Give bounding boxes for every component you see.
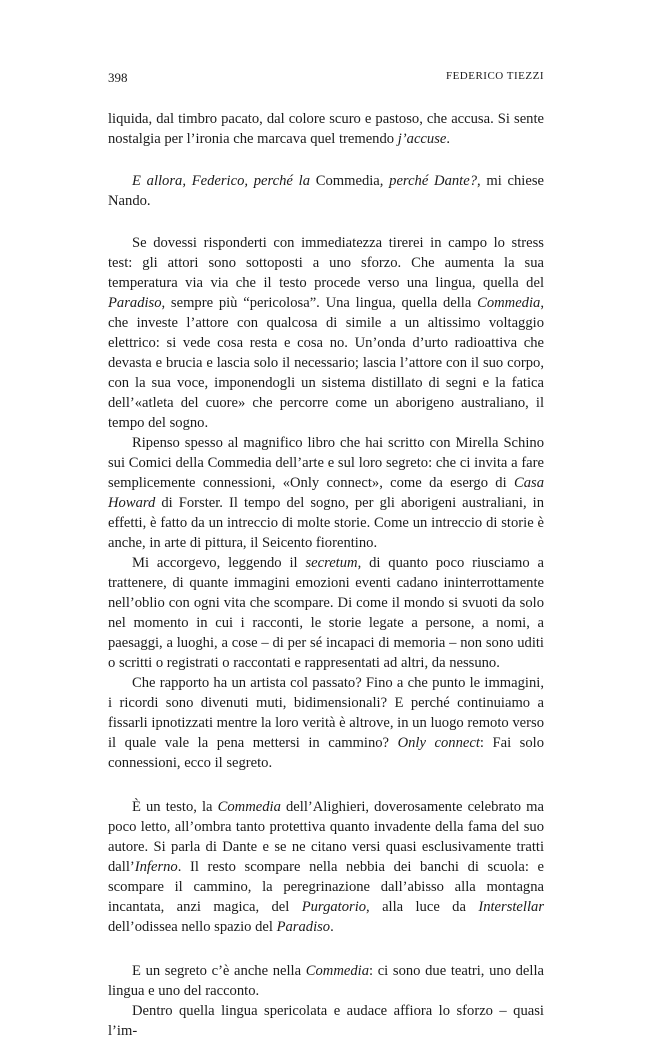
italic-text-run: Only connect bbox=[397, 735, 480, 751]
text-run: Dentro quella lingua spericolata e audace affiora lo sforzo – quasi l’im- bbox=[108, 1003, 544, 1039]
text-run: liquida, dal timbro pacato, dal colore scuro e pastoso, che accusa. Si sente nostalgia per l’ironia che marcava quel tremendo bbox=[108, 111, 544, 147]
text-run: Se dovessi risponderti con immediatezza tirerei in campo lo stress test: gli attori sono sottoposti a uno sforzo. Che aumenta la sua temperatura via via che il testo procede verso una lingua, quella del bbox=[108, 235, 544, 291]
paragraph bbox=[108, 961, 544, 1001]
italic-text-run: Purgatorio bbox=[301, 899, 367, 915]
text-run: , sempre più “pericolosa”. Una lingua, quella della bbox=[161, 295, 478, 311]
page-header bbox=[108, 70, 544, 88]
text-run: Commedia bbox=[315, 173, 380, 189]
text-run: dell’Alighieri, doverosamente celebrato ma poco letto, all’ombra tanto protettiva quanto invadente della fama del suo autore. Si parla di Dante e se ne citano versi quasi esclusivamente tratti dall’ bbox=[108, 799, 544, 875]
text-run: : ci sono due teatri, uno della lingua e uno del racconto. bbox=[108, 963, 544, 999]
italic-text-run: j’accuse bbox=[397, 131, 447, 147]
text-run: , alla luce da bbox=[366, 899, 479, 915]
text-run: , mi chiese Nando. bbox=[108, 173, 544, 209]
paragraph bbox=[108, 1001, 544, 1041]
italic-text-run: Interstellar bbox=[478, 899, 544, 915]
italic-text-run: Commedia bbox=[217, 799, 281, 815]
running-head: FEDERICO TIEZZI bbox=[445, 70, 544, 82]
text-run: E un segreto c’è anche nella bbox=[132, 963, 306, 979]
italic-text-run: Paradiso bbox=[276, 919, 331, 935]
text-run: Ripenso spesso al magnifico libro che hai scritto con Mirella Schino sui Comici della Commedia dell’arte e sul loro segreto: che ci invita a fare semplicemente connessioni, «Only connect», come da esergo di bbox=[108, 435, 544, 491]
text-run: . Il resto scompare nella nebbia dei banchi di scuola: e scompare il cammino, la peregrinazione dall’abisso alla montagna incantata, anzi magica, del bbox=[108, 859, 544, 915]
text-run: : Fai solo connessioni, ecco il segreto. bbox=[108, 735, 545, 771]
text-run: di Forster. Il tempo del sogno, per gli aborigeni australiani, in effetti, è fatto da un intreccio di molte storie. Come un intreccio di storie è anche, in arte di pittura, il Seicento fiorentino. bbox=[108, 495, 544, 551]
text-run: , di quanto poco riusciamo a trattenere, di quante immagini emozioni eventi cadano ininterrottamente nell’oblio con ogni vita che scompare. Di come il mondo si svuoti da solo nel momento in cui i racconti, le storie legate a persone, a nomi, a paesaggi, a luoghi, a cose – di per sé incapaci di memoria – non sono uditi o scritti o registrati o raccontati e rappresentati ad altri, da nessuno. bbox=[108, 555, 545, 671]
italic-text-run: , perché Dante? bbox=[379, 173, 478, 189]
text-run: Mi accorgevo, leggendo il bbox=[132, 555, 306, 571]
italic-text-run: Paradiso bbox=[108, 295, 162, 311]
body-text bbox=[108, 109, 544, 1041]
italic-text-run: Commedia bbox=[477, 295, 541, 311]
text-run: È un testo, la bbox=[132, 799, 218, 815]
text-run: . bbox=[446, 131, 451, 147]
italic-text-run: Casa Howard bbox=[108, 475, 544, 511]
text-run: . bbox=[330, 919, 334, 935]
italic-text-run: Commedia bbox=[305, 963, 369, 979]
paragraph bbox=[108, 171, 544, 211]
text-run: Che rapporto ha un artista col passato? Fino a che punto le immagini, i ricordi sono divenuti muti, bidimensionali? E perché continuiamo a fissarli ipnotizzati mentre la loro verità è altrove, in un luogo remoto verso il quale vale la pena mettersi in cammino? bbox=[108, 675, 544, 751]
paragraph bbox=[108, 673, 544, 773]
text-run: , che investe l’attore con qualcosa di simile a un altissimo voltaggio elettrico: si vede cosa resta e cosa no. Un’onda d’urto radioattiva che devasta e brucia e lascia solo il necessario; lascia l’attore con il suo corpo, con la sua voce, imponendogli un sistema distillato di segni e la fatica dell’«atleta del cuore» che percorre come un aborigeno australiano, il tempo del sogno. bbox=[108, 295, 544, 431]
paragraph bbox=[108, 553, 544, 673]
italic-text-run: secretum bbox=[305, 555, 358, 571]
paragraph bbox=[108, 433, 544, 553]
page-number: 398 bbox=[108, 70, 128, 85]
paragraph bbox=[108, 233, 544, 433]
italic-text-run: Inferno bbox=[134, 859, 178, 875]
text-run: dell’odissea nello spazio del bbox=[108, 919, 277, 935]
paragraph bbox=[108, 109, 544, 149]
italic-text-run: E allora, Federico, perché la bbox=[132, 173, 316, 189]
paragraph bbox=[108, 797, 544, 937]
